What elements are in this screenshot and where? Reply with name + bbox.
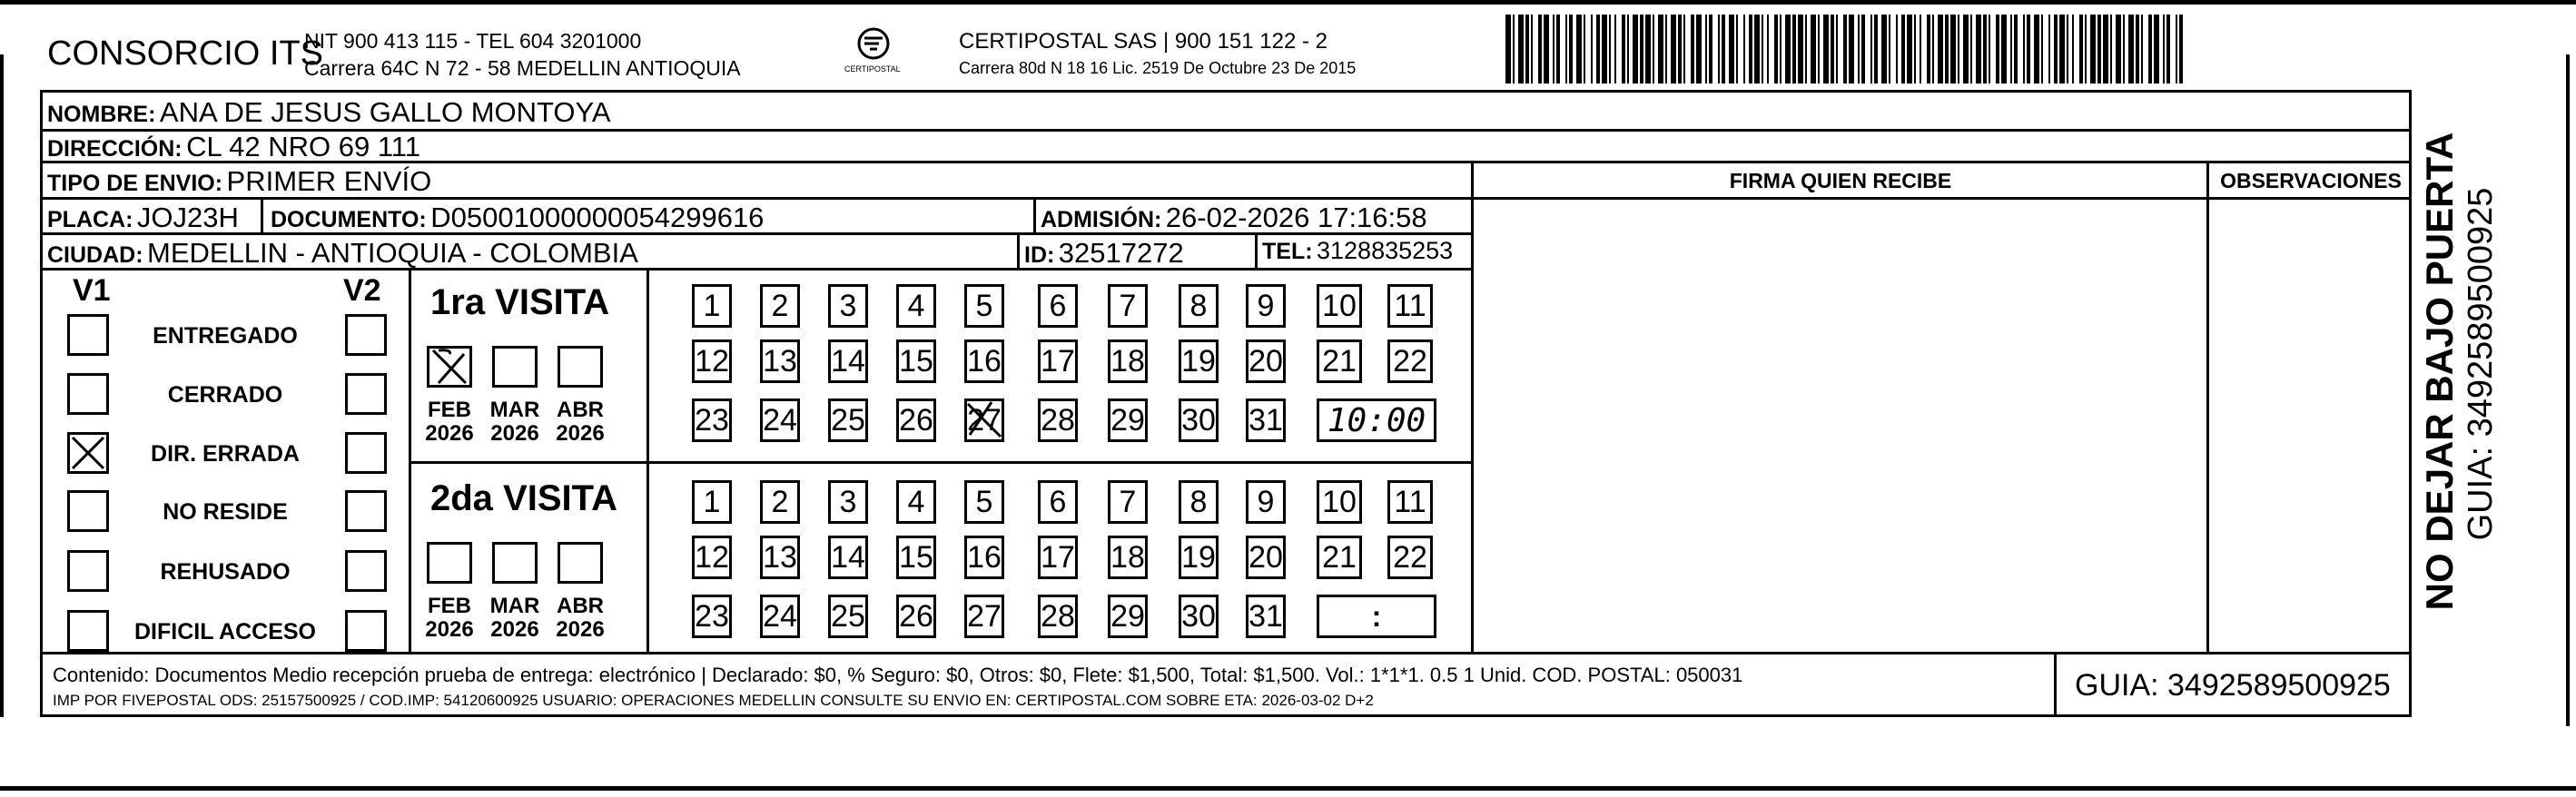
firma-header: FIRMA QUIEN RECIBE [1729,169,1952,192]
day-box[interactable]: 1 [692,480,732,524]
month-checkbox[interactable] [558,542,603,584]
day-box[interactable]: 28 [1038,398,1078,442]
day-box[interactable]: 22 [1387,536,1433,579]
day-box[interactable]: 18 [1108,339,1148,383]
day-box[interactable]: 4 [896,284,936,328]
day-box[interactable]: 12 [692,536,732,579]
day-box[interactable]: 24 [760,398,800,442]
day-box[interactable]: 16 [964,339,1004,383]
rule [1017,232,1020,269]
admision-cell [1041,203,1427,231]
day-box[interactable]: 2 [760,480,800,524]
month-name: ABR [557,398,604,422]
day-box[interactable]: 5 [964,480,1004,524]
time-value: : [1371,599,1382,633]
day-box[interactable]: 21 [1317,339,1362,383]
rule [409,268,411,652]
month-label [548,595,612,643]
day-box[interactable]: 23 [692,595,732,638]
day-box[interactable]: 20 [1246,339,1286,383]
id-value: 32517272 [1058,237,1184,269]
day-box[interactable]: 6 [1038,284,1078,328]
month-label [483,595,547,643]
day-box[interactable]: 16 [964,536,1004,579]
status-option-label: DIR. ERRADA [151,441,300,467]
day-box[interactable]: 26 [896,595,936,638]
nombre-value: ANA DE JESUS GALLO MONTOYA [159,96,611,128]
day-box[interactable]: 31 [1246,398,1286,442]
placa-label: PLACA: [47,207,133,232]
day-box[interactable]: 31 [1246,595,1286,638]
v2-checkbox[interactable] [345,610,387,652]
day-box[interactable]: 14 [828,339,868,383]
month-checkbox[interactable] [492,542,538,584]
v1-checkbox[interactable] [67,550,109,592]
rule [261,197,263,233]
certipostal-logo [839,22,908,82]
v1-checkbox[interactable] [67,610,109,652]
id-cell [1024,239,1184,267]
company-name: CONSORCIO ITS [47,34,324,73]
v1-checkbox[interactable] [67,432,109,474]
rule [1255,232,1258,269]
status-option-label: REHUSADO [160,559,291,585]
time-box[interactable] [1317,398,1436,442]
id-label: ID: [1024,242,1055,268]
tipo-envio-label: TIPO DE ENVIO: [47,171,223,196]
day-box[interactable]: 18 [1108,536,1148,579]
ciudad-label: CIUDAD: [47,242,143,268]
day-box[interactable]: 29 [1108,595,1148,638]
day-box[interactable]: 27 [964,398,1004,442]
documento-value: D05001000000054299616 [430,202,765,233]
v2-checkbox[interactable] [345,550,387,592]
side-guia: GUIA: 3492589500925 [2462,187,2500,541]
month-checkbox[interactable] [427,542,472,584]
day-box[interactable]: 30 [1179,398,1219,442]
day-box[interactable]: 25 [828,595,868,638]
day-box[interactable]: 13 [760,536,800,579]
rule [1471,161,1474,652]
visit-title: 2da VISITA [430,478,617,518]
day-box[interactable]: 20 [1246,536,1286,579]
day-box[interactable]: 17 [1038,339,1078,383]
month-checkbox[interactable] [427,346,472,388]
day-box[interactable]: 12 [692,339,732,383]
status-option-label: NO RESIDE [163,499,288,525]
tipo-envio-value: PRIMER ENVÍO [226,165,432,197]
day-box[interactable]: 17 [1038,536,1078,579]
day-box[interactable]: 28 [1038,595,1078,638]
day-box[interactable]: 25 [828,398,868,442]
month-name: FEB [428,398,471,422]
month-name: ABR [557,594,604,618]
direccion-value: CL 42 NRO 69 111 [186,131,420,162]
day-box[interactable]: 15 [896,339,936,383]
status-option-label: ENTREGADO [153,323,298,349]
v1-label: V1 [73,273,111,308]
day-box[interactable]: 8 [1179,480,1219,524]
day-box[interactable]: 9 [1246,284,1286,328]
bottom-edge [0,786,2576,791]
carrier-address: Carrera 80d N 18 16 Lic. 2519 De Octubre 23 De 2015 [959,59,1357,77]
rule [1033,197,1036,233]
day-box[interactable]: 23 [692,398,732,442]
day-box[interactable]: 19 [1179,339,1219,383]
admision-value: 26-02-2026 17:16:58 [1165,202,1427,233]
footer-guia: GUIA: 3492589500925 [2075,668,2391,703]
day-box[interactable]: 30 [1179,595,1219,638]
barcode [1505,15,2186,84]
day-box[interactable]: 11 [1387,284,1433,328]
logo-text: CERTIPOSTAL [844,64,901,74]
company-address: Carrera 64C N 72 - 58 MEDELLIN ANTIOQUIA [304,56,741,80]
month-name: MAR [489,594,540,618]
v1-checkbox[interactable] [67,490,109,532]
status-option-label: DIFICIL ACCESO [133,619,316,644]
day-box[interactable]: 8 [1179,284,1219,328]
v1-checkbox[interactable] [67,314,109,356]
placa-cell [47,203,239,231]
rule [409,461,1471,464]
v2-checkbox[interactable] [345,490,387,532]
v1-checkbox[interactable] [67,373,109,415]
left-edge [0,54,4,717]
status-option-label: CERRADO [167,382,283,408]
month-checkbox[interactable] [492,346,538,388]
tel-value: 3128835253 [1317,237,1454,264]
day-box[interactable]: 26 [896,398,936,442]
documento-cell [271,203,764,231]
tel-cell [1262,239,1453,263]
v2-checkbox[interactable] [345,314,387,356]
month-year: 2026 [556,617,605,643]
v2-checkbox[interactable] [345,432,387,474]
tipo-envio-row [47,167,431,195]
day-box[interactable]: 3 [828,480,868,524]
day-box[interactable]: 4 [896,480,936,524]
top-edge [0,0,2576,5]
day-box[interactable]: 27 [964,595,1004,638]
footer-imp: IMP POR FIVEPOSTAL ODS: 25157500925 / COD.IMP: 54120600925 USUARIO: OPERACIONES MEDELLIN CONSULTE SU ENVIO EN: CERTIPOSTAL.COM SOBRE ETA: 2026-03-02 D+2 [53,692,1374,709]
month-year: 2026 [490,617,539,643]
time-value: 10:00 [1327,401,1426,439]
v2-checkbox[interactable] [345,373,387,415]
day-box[interactable]: 2 [760,284,800,328]
tel-label: TEL: [1262,239,1313,264]
month-label [418,398,481,447]
month-name: FEB [428,594,471,618]
nombre-row [47,98,611,126]
month-label [548,398,612,447]
documento-label: DOCUMENTO: [271,207,427,232]
day-box[interactable]: 6 [1038,480,1078,524]
placa-value: JOJ23H [136,202,239,233]
day-box[interactable]: 19 [1179,536,1219,579]
v2-label: V2 [343,273,381,308]
time-box[interactable] [1317,595,1436,638]
rule [2054,652,2057,717]
day-mark-icon [964,398,1004,442]
month-year: 2026 [490,421,539,447]
day-box[interactable]: 29 [1108,398,1148,442]
day-box[interactable]: 7 [1108,480,1148,524]
day-box[interactable]: 10 [1317,480,1362,524]
day-box[interactable]: 24 [760,595,800,638]
day-box[interactable]: 21 [1317,536,1362,579]
month-name: MAR [489,398,540,422]
day-box[interactable]: 5 [964,284,1004,328]
footer-contenido: Contenido: Documentos Medio recepción prueba de entrega: electrónico | Declarado: $0, % Seguro: $0, Otros: $0, Flete: $1,500, Total: $1,500. Vol.: 1*1*1. 0.5 1 Unid. COD. POSTAL: 050031 [53,664,1743,686]
side-warning-wrap [2418,109,2461,626]
day-box[interactable]: 7 [1108,284,1148,328]
day-box[interactable]: 9 [1246,480,1286,524]
side-guia-wrap [2462,163,2499,563]
rule [2206,161,2209,652]
rule [646,268,649,652]
day-box[interactable]: 14 [828,536,868,579]
month-label [418,595,481,643]
day-box[interactable]: 22 [1387,339,1433,383]
side-warning: NO DEJAR BAJO PUERTA [2418,132,2461,611]
ciudad-cell [47,239,638,267]
month-checkbox[interactable] [558,346,603,388]
month-year: 2026 [425,421,474,447]
month-year: 2026 [556,421,605,447]
rule [40,197,2412,200]
day-box[interactable]: 3 [828,284,868,328]
nombre-label: NOMBRE: [47,102,156,127]
carrier-name: CERTIPOSTAL SAS | 900 151 122 - 2 [959,29,1327,54]
admision-label: ADMISIÓN: [1041,207,1162,232]
ciudad-value: MEDELLIN - ANTIOQUIA - COLOMBIA [147,237,638,269]
month-label [483,398,547,447]
observaciones-header: OBSERVACIONES [2220,169,2402,192]
day-box[interactable]: 15 [896,536,936,579]
direccion-label: DIRECCIÓN: [47,136,183,162]
day-box[interactable]: 13 [760,339,800,383]
direccion-row [47,133,420,161]
visit-title: 1ra VISITA [430,282,610,322]
day-box[interactable]: 10 [1317,284,1362,328]
company-nit-tel: NIT 900 413 115 - TEL 604 3201000 [304,29,642,53]
right-edge [2566,54,2570,726]
day-box[interactable]: 1 [692,284,732,328]
month-year: 2026 [425,617,474,643]
day-box[interactable]: 11 [1387,480,1433,524]
